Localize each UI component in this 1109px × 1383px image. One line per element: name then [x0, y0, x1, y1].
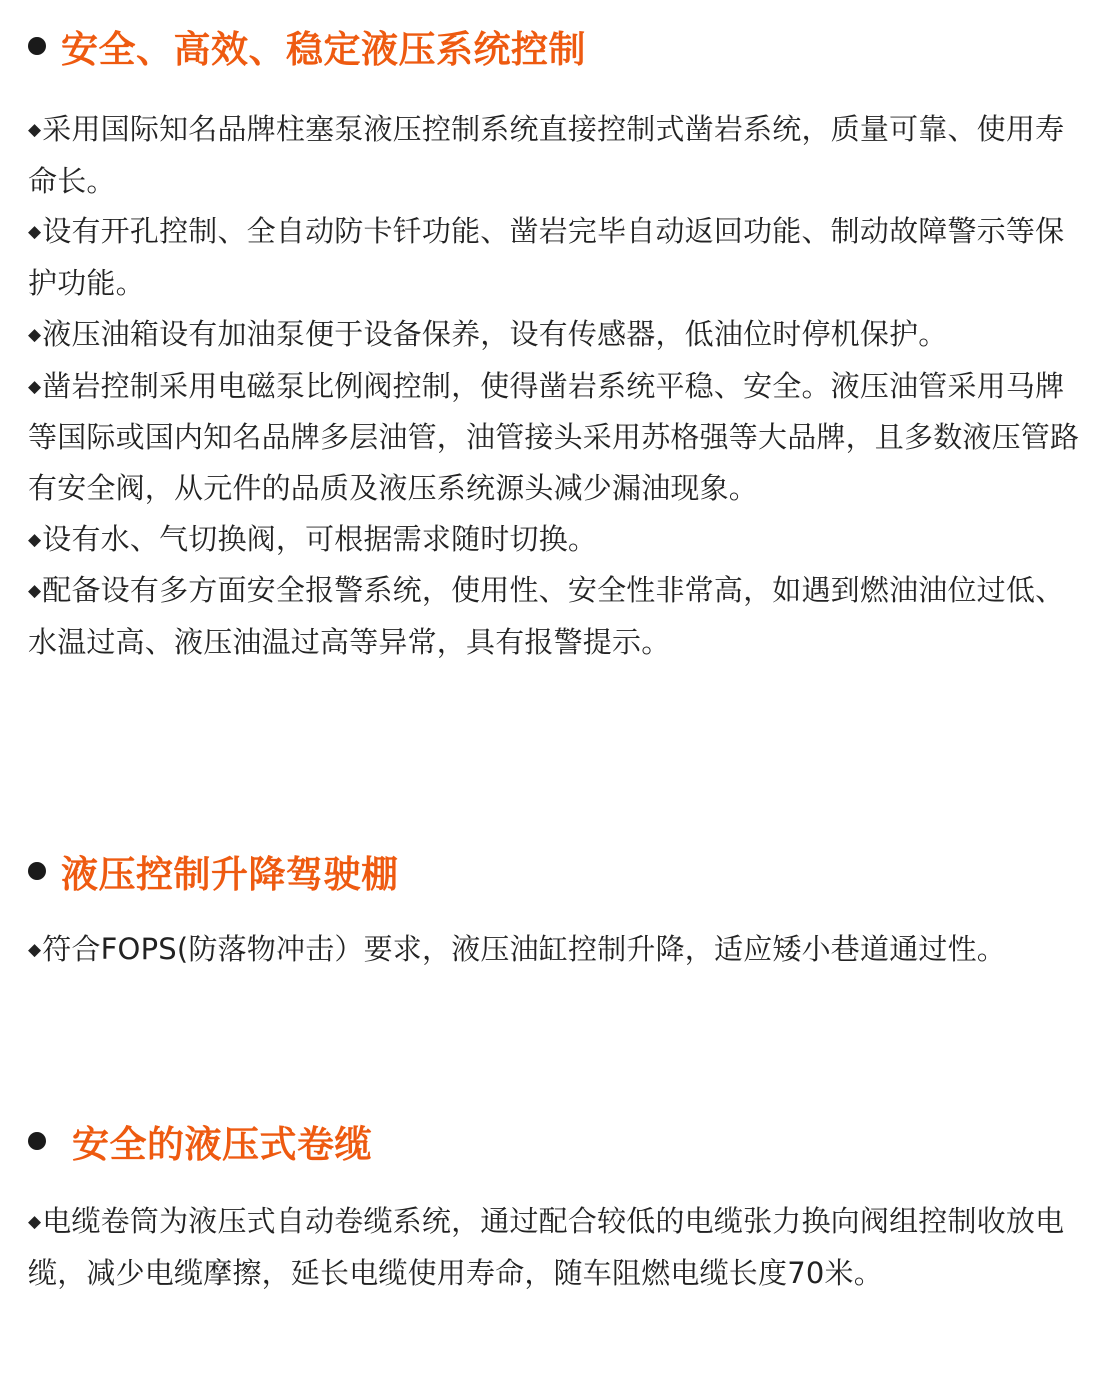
bullet-dot-icon — [28, 37, 46, 55]
list-item-text: 电缆卷筒为液压式自动卷缆系统，通过配合较低的电缆张力换向阀组控制收放电缆，减少电缆摩擦，延长电缆使用寿命，随车阻燃电缆长度70米。 — [28, 1204, 1065, 1290]
list-item-text: 液压油箱设有加油泵便于设备保养，设有传感器，低油位时停机保护。 — [42, 316, 948, 351]
section-body — [28, 924, 1088, 976]
diamond-bullet-icon: ◆ — [28, 940, 42, 960]
list-item — [28, 309, 1088, 361]
bullet-dot-icon — [28, 862, 46, 880]
section-heading — [28, 21, 1088, 71]
section-title: 液压控制升降驾驶棚 — [61, 853, 399, 896]
section-body — [28, 104, 1088, 668]
section-heading — [28, 846, 1088, 896]
section-lifting-cab — [28, 846, 1088, 976]
list-item — [28, 361, 1088, 514]
list-item — [28, 206, 1088, 308]
bullet-dot-icon — [28, 1132, 46, 1150]
diamond-bullet-icon: ◆ — [28, 222, 42, 243]
diamond-bullet-icon: ◆ — [28, 1212, 42, 1232]
section-cable-reel — [28, 1116, 1088, 1298]
list-item-text: 采用国际知名品牌柱塞泵液压控制系统直接控制式凿岩系统，质量可靠、使用寿命长。 — [28, 112, 1065, 198]
list-item — [28, 104, 1088, 206]
section-title: 安全、高效、稳定液压系统控制 — [61, 28, 586, 71]
list-item-text: 配备设有多方面安全报警系统，使用性、安全性非常高，如遇到燃油油位过低、水温过高、液压油温过高等异常，具有报警提示。 — [28, 573, 1065, 660]
section-heading — [28, 1116, 1088, 1166]
list-item-text: 设有水、气切换阀，可根据需求随时切换。 — [42, 521, 598, 556]
diamond-bullet-icon: ◆ — [28, 120, 42, 140]
diamond-bullet-icon: ◆ — [28, 581, 42, 602]
section-title: 安全的液压式卷缆 — [72, 1123, 372, 1166]
list-item-text: 符合FOPS(防落物冲击）要求，液压油缸控制升降，适应矮小巷道通过性。 — [42, 932, 1006, 966]
section-hydraulic-control — [28, 21, 1088, 668]
list-item-text: 设有开孔控制、全自动防卡钎功能、凿岩完毕自动返回功能、制动故障警示等保护功能。 — [28, 214, 1065, 301]
diamond-bullet-icon: ◆ — [28, 376, 42, 397]
diamond-bullet-icon: ◆ — [28, 324, 42, 345]
diamond-bullet-icon: ◆ — [28, 529, 42, 550]
section-body — [28, 1196, 1088, 1298]
list-item — [28, 514, 1088, 566]
list-item — [28, 924, 1088, 976]
list-item-text: 凿岩控制采用电磁泵比例阀控制，使得凿岩系统平稳、安全。液压油管采用马牌等国际或国内知名品牌多层油管，油管接头采用苏格强等大品牌，且多数液压管路有安全阀，从元件的品质及液压系统源头减少漏油现象。 — [28, 368, 1080, 505]
list-item — [28, 565, 1088, 667]
list-item — [28, 1196, 1088, 1298]
